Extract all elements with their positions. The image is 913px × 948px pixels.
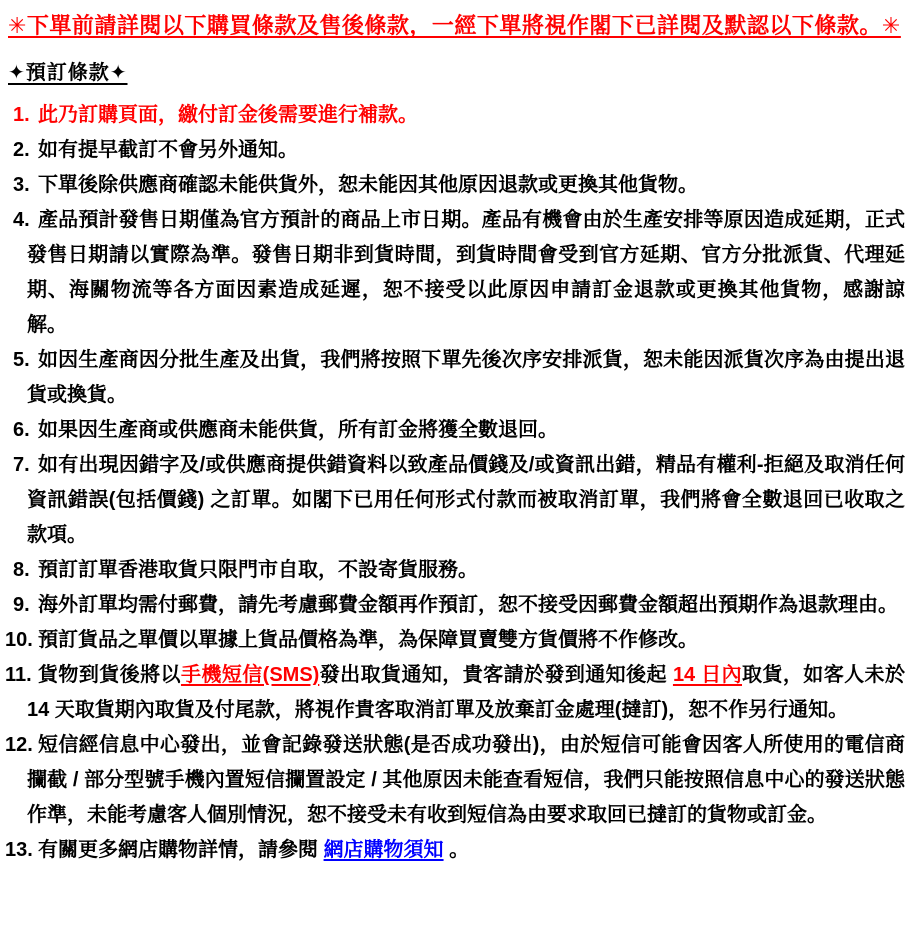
- highlighted-term-text: 14 日內: [672, 664, 743, 686]
- term-item-2: [8, 133, 905, 168]
- term-number: 11.: [5, 664, 32, 686]
- term-number: 9.: [13, 594, 30, 616]
- term-item-3: [8, 168, 905, 203]
- shop-guide-link[interactable]: 網店購物須知: [323, 839, 444, 861]
- term-item-13: [5, 833, 905, 868]
- term-number: 1.: [13, 104, 30, 126]
- term-item-8: [8, 553, 905, 588]
- term-number: 6.: [13, 419, 30, 441]
- term-text: 有關更多網店購物詳情，請參閱: [38, 839, 324, 861]
- term-item-6: [8, 413, 905, 448]
- term-number: 5.: [13, 349, 30, 371]
- term-text: 下單後除供應商確認未能供貨外，恕未能因其他原因退款或更換其他貨物。: [38, 174, 698, 196]
- term-item-4: [8, 203, 905, 343]
- term-item-7: [8, 448, 905, 553]
- term-text: 海外訂單均需付郵費，請先考慮郵費金額再作預訂，恕不接受因郵費金額超出預期作為退款理由。: [38, 594, 898, 616]
- term-number: 8.: [13, 559, 30, 581]
- term-number: 13.: [5, 839, 33, 861]
- term-text: 。: [443, 839, 470, 861]
- term-number: 3.: [13, 174, 30, 196]
- term-item-12: [5, 728, 905, 833]
- term-text: 短信經信息中心發出，並會記錄發送狀態(是否成功發出)，由於短信可能會因客人所使用的電信商攔截 / 部分型號手機內置短信攔置設定 / 其他原因未能查看短信，我們只能按照信息中心的發送狀態作準，未能考慮客人個別情況，恕不接受未有收到短信為由要求取回已撻訂的貨物或訂金。: [27, 734, 905, 826]
- term-text: 如因生產商因分批生產及出貨，我們將按照下單先後次序安排派貨，恕未能因派貨次序為由提出退貨或換貨。: [27, 349, 905, 406]
- term-item-5: [8, 343, 905, 413]
- term-text: 如有出現因錯字及/或供應商提供錯資料以致產品價錢及/或資訊出錯，精品有權利-拒絕及取消任何資訊錯誤(包括價錢) 之訂單。如閣下已用任何形式付款而被取消訂單，我們將會全數退回已收取之款項。: [27, 454, 905, 546]
- term-text: 此乃訂購頁面，繳付訂金後需要進行補款。: [38, 104, 418, 126]
- page-title: ✳下單前請詳閱以下購買條款及售後條款，一經下單將視作閣下已詳閱及默認以下條款。✳: [8, 13, 901, 38]
- term-text: 如有提早截訂不會另外通知。: [38, 139, 298, 161]
- term-number: 7.: [13, 454, 30, 476]
- term-text: 預訂貨品之單價以單據上貨品價格為準，為保障買賣雙方貨價將不作修改。: [38, 629, 698, 651]
- highlighted-term-text: 手機短信(SMS): [180, 664, 320, 686]
- term-number: 10.: [5, 629, 33, 651]
- term-text: 預訂訂單香港取貨只限門市自取，不設寄貨服務。: [38, 559, 478, 581]
- term-item-9: [8, 588, 905, 623]
- term-item-1: [8, 98, 905, 133]
- term-text: 產品預計發售日期僅為官方預計的商品上市日期。產品有機會由於生產安排等原因造成延期，正式發售日期請以實際為準。發售日期非到貨時間，到貨時間會受到官方延期、官方分批派貨、代理延期、海關物流等各方面因素造成延遲，恕不接受以此原因申請訂金退款或更換其他貨物，感謝諒解。: [27, 209, 905, 336]
- term-text: 發出取貨通知，貴客請於發到通知後起: [319, 664, 673, 686]
- term-number: 2.: [13, 139, 30, 161]
- term-number: 4.: [13, 209, 30, 231]
- term-text: 如果因生產商或供應商未能供貨，所有訂金將獲全數退回。: [38, 419, 558, 441]
- term-item-11: [5, 658, 905, 728]
- term-number: 12.: [5, 734, 33, 756]
- term-text: 貨物到貨後將以: [38, 664, 181, 686]
- term-text: 取貨，如客人未於 14 天取貨期內取貨及付尾款，將視作貴客取消訂單及放棄訂金處理(撻訂)，恕不作另行通知。: [27, 664, 905, 721]
- terms-list: [5, 98, 905, 868]
- term-item-10: [5, 623, 905, 658]
- section-heading: ✦預訂條款✦: [8, 62, 128, 84]
